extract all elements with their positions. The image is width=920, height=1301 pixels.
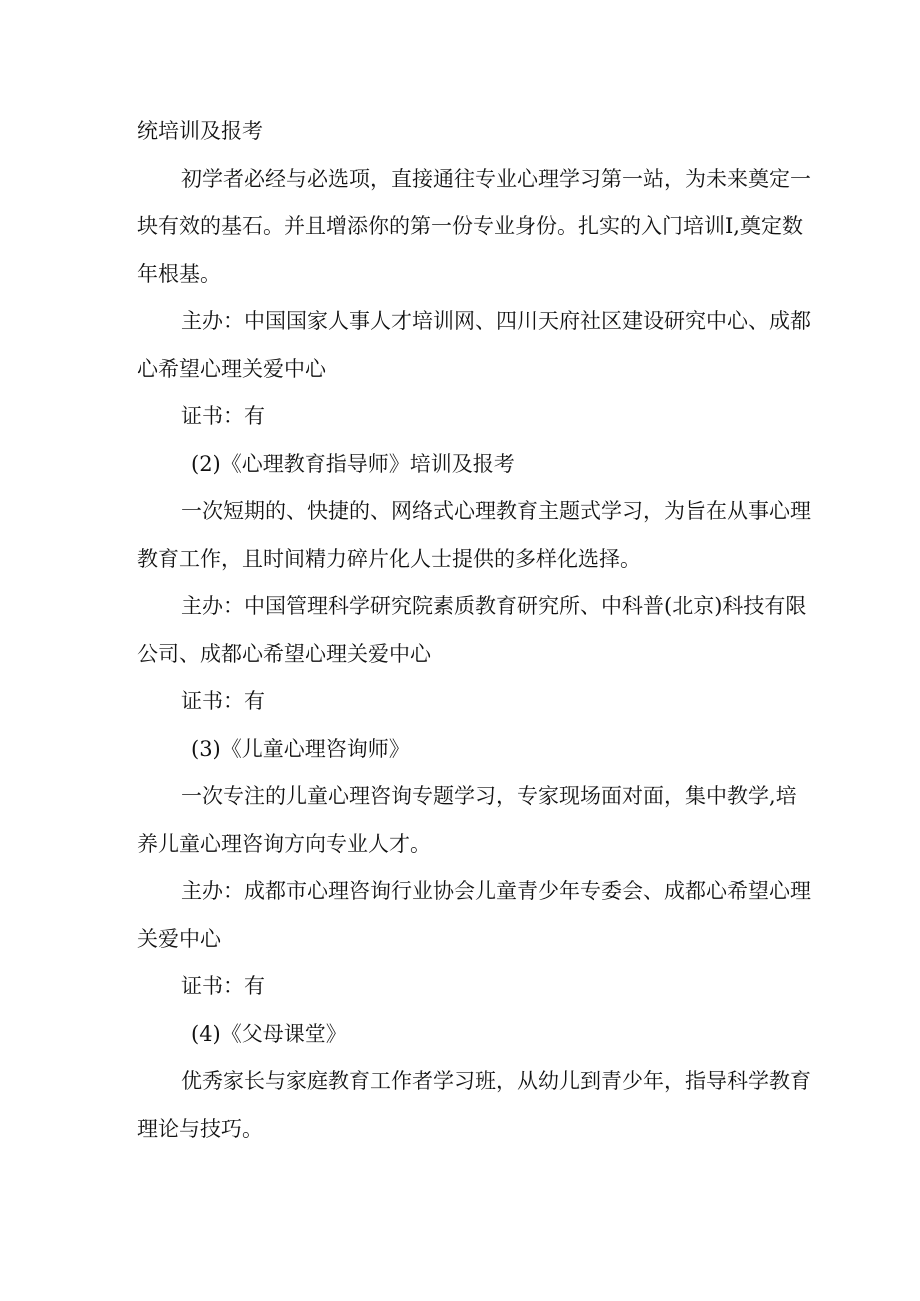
text-line: 教育工作，且时间精力碎片化人士提供的多样化选择。 <box>137 546 641 571</box>
text-line: 公司、成都心希望心理关爱中心 <box>137 641 431 666</box>
paragraph-line: 主办：成都市心理咨询行业协会儿童青少年专委会、成都心希望心理 <box>181 879 811 903</box>
text-line: 关爱中心 <box>137 926 221 951</box>
text-line: 统培训及报考 <box>137 119 263 143</box>
paragraph-line: 证书：有 <box>181 689 265 713</box>
section-heading: (2)《心理教育指导师》培训及报考 <box>191 451 515 476</box>
paragraph-line: 主办：中国国家人事人才培训网、四川天府社区建设研究中心、成都 <box>181 309 811 333</box>
text-line: 块有效的基石。并且增添你的第一份专业身份。扎实的入门培训I,奠定数 <box>137 214 803 238</box>
section-heading: (4)《父母课堂》 <box>191 1021 347 1046</box>
paragraph-line: 证书：有 <box>181 404 265 428</box>
paragraph-line: 一次短期的、快捷的、网络式心理教育主题式学习，为旨在从事心理 <box>181 499 811 523</box>
paragraph-line: 主办：中国管理科学研究院素质教育研究所、中科普(北京)科技有限 <box>181 594 807 618</box>
text-line: 养儿童心理咨询方向专业人才。 <box>137 831 431 856</box>
paragraph-line: 一次专注的儿童心理咨询专题学习，专家现场面对面，集中教学,培 <box>181 784 797 808</box>
document-body <box>137 108 811 1153</box>
text-line: 年根基。 <box>137 261 221 286</box>
paragraph-line: 初学者必经与必选项，直接通往专业心理学习第一站，为未来奠定一 <box>181 166 811 191</box>
paragraph-line: 优秀家长与家庭教育工作者学习班，从幼儿到青少年，指导科学教育 <box>181 1069 811 1093</box>
paragraph-line: 证书：有 <box>181 974 265 998</box>
text-line: 理论与技巧。 <box>137 1116 263 1141</box>
text-line: 心希望心理关爱中心 <box>137 356 326 381</box>
section-heading: (3)《儿童心理咨询师》 <box>191 736 410 761</box>
